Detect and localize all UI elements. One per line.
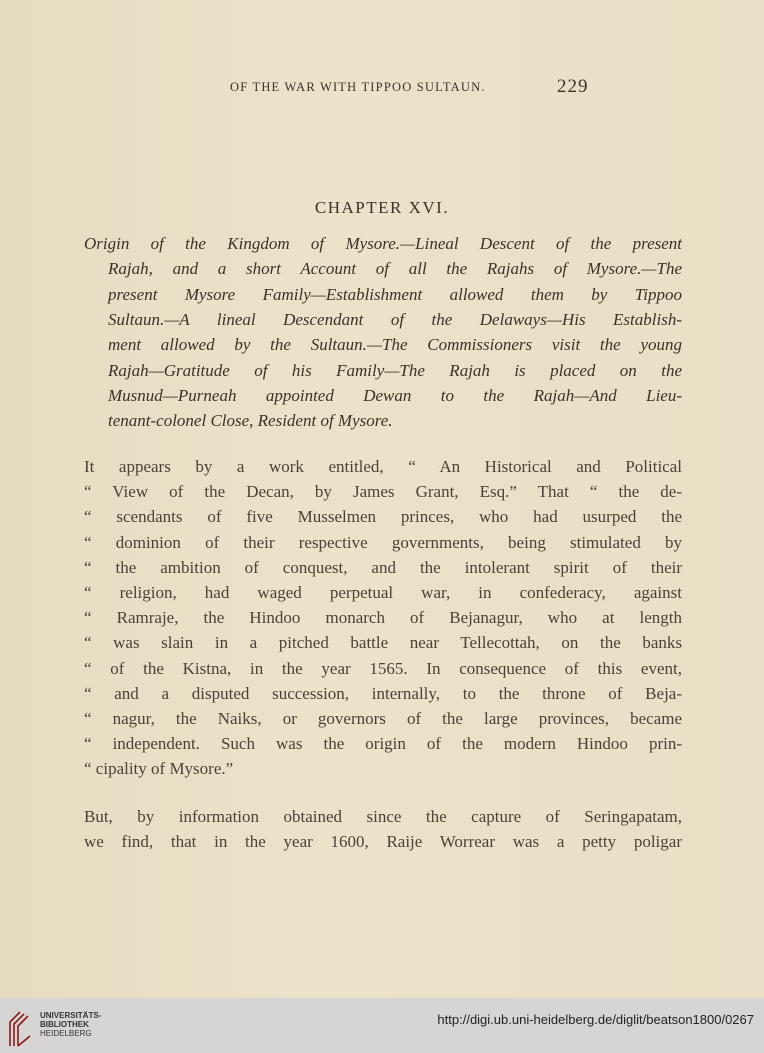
text-line: Origin of the Kingdom of Mysore.—Lineal Descent of the present	[84, 234, 682, 253]
text-line: “ of the Kistna, in the year 1565. In consequence of this event,	[84, 658, 682, 678]
text-line: “ nagur, the Naiks, or governors of the large provinces, became	[84, 709, 682, 728]
text-line: “ and a disputed succession, internally, to the throne of Beja-	[84, 683, 682, 703]
text-line: Musnud—Purneah appointed Dewan to the Rajah—And Lieu-	[108, 385, 682, 405]
text-line: tenant-colonel Close, Resident of Mysore.	[108, 411, 393, 431]
text-line: “ independent. Such was the origin of the modern Hindoo prin-	[84, 734, 682, 754]
text-line: ment allowed by the Sultaun.—The Commissioners visit the young	[108, 335, 682, 355]
library-logo-icon	[6, 1006, 38, 1050]
text-line: “ religion, had waged perpetual war, in confederacy, against	[84, 583, 682, 602]
running-head: OF THE WAR WITH TIPPOO SULTAUN.	[230, 80, 486, 94]
text-line: “ View of the Decan, by James Grant, Esq.” That “ the de-	[84, 482, 682, 502]
text-line: But, by information obtained since the capture of Seringapatam,	[84, 807, 682, 826]
text-line: “ was slain in a pitched battle near Tellecottah, on the banks	[84, 633, 682, 653]
text-line: “ dominion of their respective governments, being stimulated by	[84, 532, 682, 552]
text-line: “ Ramraje, the Hindoo monarch of Bejanagur, who at length	[84, 608, 682, 628]
library-name	[40, 1011, 101, 1038]
text-line: “ the ambition of conquest, and the intolerant spirit of their	[84, 557, 682, 577]
text-line: we find, that in the year 1600, Raije Worrear was a petty poligar	[84, 832, 682, 852]
chapter-title: CHAPTER XVI.	[314, 198, 450, 217]
logo-line: HEIDELBERG	[40, 1029, 92, 1038]
page-number: 229	[557, 76, 589, 97]
source-url[interactable]: http://digi.ub.uni-heidelberg.de/diglit/beatson1800/0267	[437, 1012, 754, 1027]
text-line: present Mysore Family—Establishment allowed them by Tippoo	[108, 284, 682, 304]
footer-bar	[0, 998, 764, 1053]
logo-line: BIBLIOTHEK	[40, 1020, 89, 1029]
text-line: Sultaun.—A lineal Descendant of the Delaways—His Establish-	[108, 309, 682, 329]
logo-line: UNIVERSITÄTS-	[40, 1011, 102, 1020]
text-line: It appears by a work entitled, “ An Historical and Political	[84, 457, 682, 476]
text-line: Rajah, and a short Account of all the Rajahs of Mysore.—The	[108, 259, 682, 279]
text-line: “ cipality of Mysore.”	[84, 759, 234, 779]
text-line: Rajah—Gratitude of his Family—The Rajah is placed on the	[108, 360, 682, 380]
text-line: “ scendants of five Musselmen princes, who had usurped the	[84, 507, 682, 527]
